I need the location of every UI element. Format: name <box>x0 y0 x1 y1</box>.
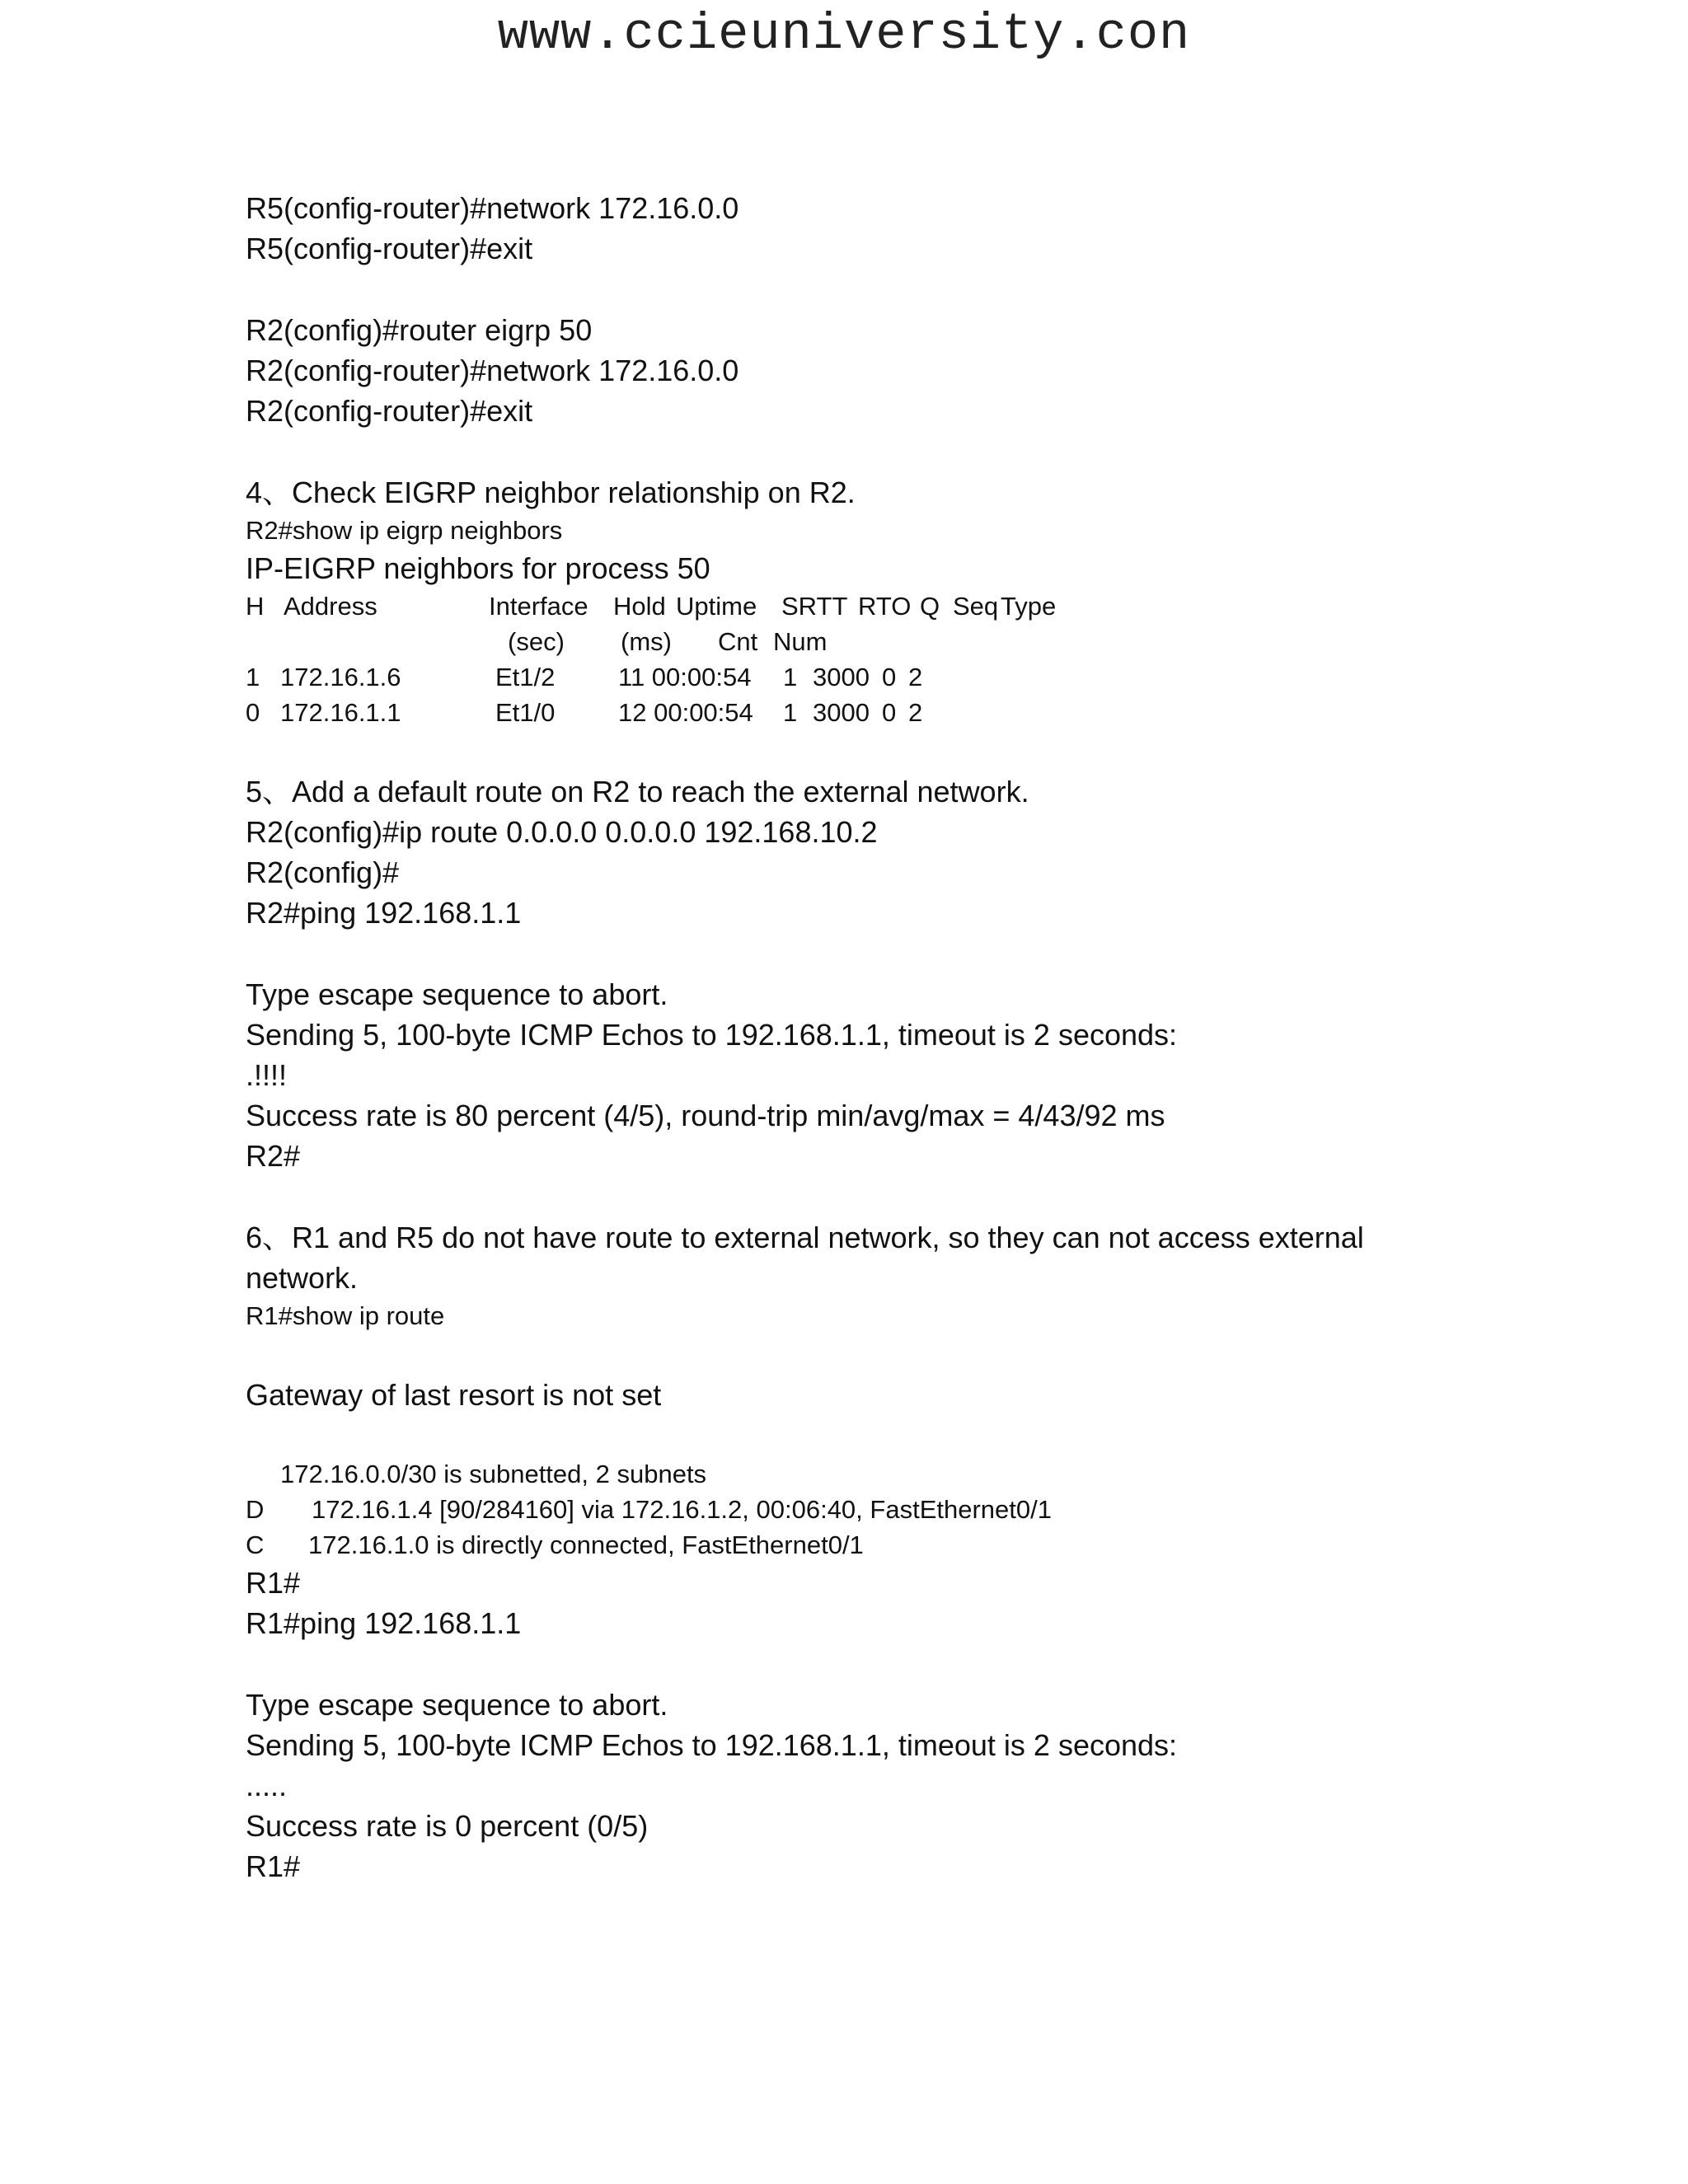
col-seq-header: Seq <box>953 592 999 621</box>
table-row <box>246 659 1630 695</box>
cell-interface: Et1/2 <box>495 663 556 691</box>
cell-srtt: 1 <box>783 698 798 727</box>
cli-line: R2(config)#router eigrp 50 <box>246 313 593 347</box>
cli-line: R2(config-router)#network 172.16.0.0 <box>246 354 739 387</box>
cell-seq: 2 <box>908 663 923 691</box>
cli-line: R1# <box>246 1566 301 1600</box>
col-srtt-header: SRTT <box>781 592 848 621</box>
gateway-block <box>246 1375 1630 1415</box>
cell-interface: Et1/0 <box>495 698 556 727</box>
table-row <box>246 695 1630 730</box>
cell-q: 0 <box>882 663 897 691</box>
col-interface-header: Interface <box>489 592 588 621</box>
table-subheader-row <box>246 624 1630 659</box>
col-q-header: Q <box>920 592 940 621</box>
route-entry <box>246 1527 1630 1563</box>
route-table <box>246 1456 1630 1563</box>
step-5-heading: 5、Add a default route on R2 to reach the external network. <box>246 775 1029 808</box>
output-line: Sending 5, 100-byte ICMP Echos to 192.168.1.1, timeout is 2 seconds: <box>246 1018 1178 1052</box>
route-text: 172.16.1.4 [90/284160] via 172.16.1.2, 00:06:40, FastEthernet0/1 <box>312 1495 1052 1524</box>
output-line: Type escape sequence to abort. <box>246 977 668 1011</box>
cli-line: R2(config-router)#exit <box>246 394 533 428</box>
cell-address: 172.16.1.6 <box>280 663 401 691</box>
col-h-header: H <box>246 592 265 621</box>
cell-h: 0 <box>246 698 260 727</box>
output-line: R2# <box>246 1139 301 1173</box>
subnet-text: 172.16.0.0/30 is subnetted, 2 subnets <box>280 1460 707 1488</box>
r2-config-block <box>246 310 1630 431</box>
step-6-heading: 6、R1 and R5 do not have route to external network, so they can not access external network. <box>246 1221 1364 1295</box>
cell-q: 0 <box>882 698 897 727</box>
route-entry <box>246 1492 1630 1527</box>
cell-hold-uptime: 11 00:00:54 <box>618 663 752 691</box>
gateway-line: Gateway of last resort is not set <box>246 1378 662 1412</box>
r5-config-block <box>246 188 1630 269</box>
cell-rto: 3000 <box>813 663 870 691</box>
cli-line: R2(config)# <box>246 855 400 889</box>
cell-h: 1 <box>246 663 260 691</box>
col-rto-header: RTO <box>858 592 912 621</box>
col-address-header: Address <box>284 592 377 621</box>
col-sec-unit: (sec) <box>508 627 565 656</box>
col-cnt-header: Cnt <box>718 627 758 656</box>
cell-srtt: 1 <box>783 663 798 691</box>
output-line: Type escape sequence to abort. <box>246 1688 668 1722</box>
col-uptime-header: Uptime <box>676 592 757 621</box>
step-6-section <box>246 1217 1630 1333</box>
cell-address: 172.16.1.1 <box>280 698 401 727</box>
r2-ping-output <box>246 974 1630 1176</box>
show-eigrp-command: R2#show ip eigrp neighbors <box>246 516 563 545</box>
route-text: 172.16.1.0 is directly connected, FastEthernet0/1 <box>308 1530 864 1559</box>
eigrp-neighbor-table <box>246 588 1630 730</box>
step-4-section <box>246 472 1630 730</box>
route-code: D <box>246 1495 265 1524</box>
show-ip-route-command: R1#show ip route <box>246 1301 445 1330</box>
col-num-header: Num <box>773 627 828 656</box>
step-4-heading: 4、Check EIGRP neighbor relationship on R2. <box>246 476 856 509</box>
cell-rto: 3000 <box>813 698 870 727</box>
eigrp-process-line: IP-EIGRP neighbors for process 50 <box>246 551 710 585</box>
col-type-header: Type <box>1001 592 1057 621</box>
table-header-row <box>246 588 1630 624</box>
cli-line: R5(config-router)#network 172.16.0.0 <box>246 191 739 225</box>
output-line: Sending 5, 100-byte ICMP Echos to 192.168.1.1, timeout is 2 seconds: <box>246 1728 1178 1762</box>
r1-ping-output <box>246 1685 1630 1886</box>
output-line: ..... <box>246 1769 288 1802</box>
col-hold-header: Hold <box>613 592 666 621</box>
col-ms-unit: (ms) <box>621 627 672 656</box>
output-line: .!!!! <box>246 1058 288 1092</box>
output-line: Success rate is 0 percent (0/5) <box>246 1809 649 1843</box>
output-line: Success rate is 80 percent (4/5), round-trip min/avg/max = 4/43/92 ms <box>246 1099 1165 1132</box>
cell-seq: 2 <box>908 698 923 727</box>
route-subnet-line <box>246 1456 1630 1492</box>
output-line: R1# <box>246 1849 301 1883</box>
step-5-section <box>246 771 1630 933</box>
site-header: www.ccieuniversity.con <box>497 5 1191 63</box>
document-body <box>246 188 1630 1928</box>
route-code: C <box>246 1530 265 1559</box>
cli-line: R5(config-router)#exit <box>246 232 533 265</box>
r1-prompt-block <box>246 1563 1630 1643</box>
cli-line: R1#ping 192.168.1.1 <box>246 1606 522 1640</box>
cli-line: R2(config)#ip route 0.0.0.0 0.0.0.0 192.168.10.2 <box>246 815 878 849</box>
cell-hold-uptime: 12 00:00:54 <box>618 698 753 727</box>
cli-line: R2#ping 192.168.1.1 <box>246 896 522 930</box>
